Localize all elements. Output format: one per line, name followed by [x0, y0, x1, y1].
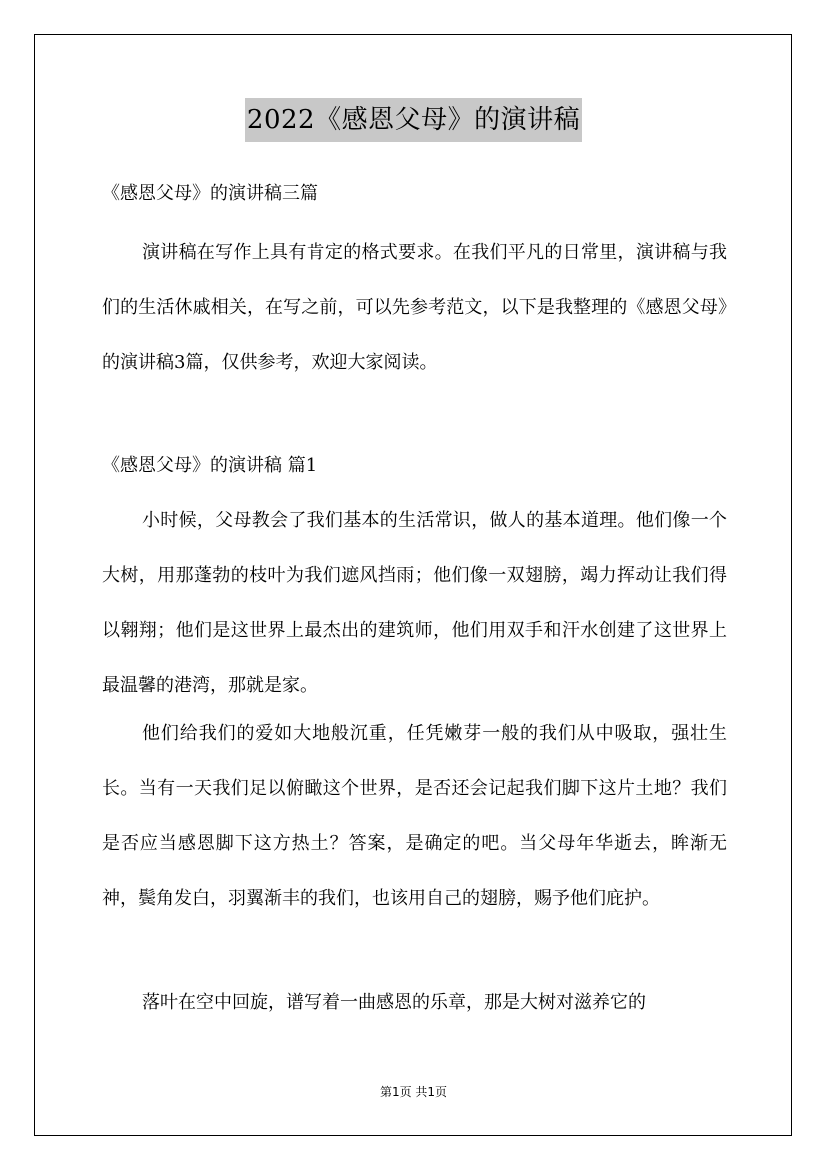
- body-paragraph-3: 落叶在空中回旋，谱写着一曲感恩的乐章，那是大树对滋养它的: [142, 992, 646, 1013]
- document-subtitle: 《感恩父母》的演讲稿三篇: [102, 183, 318, 204]
- body-paragraph-2: 他们给我们的爱如大地般沉重，任凭嫩芽一般的我们从中吸取，强壮生长。当有一天我们足以俯瞰这个世界，是否还会记起我们脚下这片土地？我们是否应当感恩脚下这方热土？答案，是确定的吧。当父母年华逝去，眸渐无神，鬓角发白，羽翼渐丰的我们，也该用自己的翅膀，赐予他们庇护。: [102, 723, 727, 909]
- body-paragraph-1: 小时候，父母教会了我们基本的生活常识，做人的基本道理。他们像一个大树，用那蓬勃的枝叶为我们遮风挡雨；他们像一双翅膀，竭力挥动让我们得以翱翔；他们是这世界上最杰出的建筑师，他们用双手和汗水创建了这世界上最温馨的港湾，那就是家。: [102, 510, 727, 696]
- title-container: [0, 98, 827, 142]
- document-title: 2022《感恩父母》的演讲稿: [245, 98, 582, 142]
- section-heading: 《感恩父母》的演讲稿 篇1: [102, 455, 318, 476]
- page-footer: 第1页 共1页: [379, 1085, 448, 1099]
- intro-paragraph: 演讲稿在写作上具有肯定的格式要求。在我们平凡的日常里，演讲稿与我们的生活休戚相关，在写之前，可以先参考范文，以下是我整理的《感恩父母》的演讲稿3篇，仅供参考，欢迎大家阅读。: [102, 242, 727, 373]
